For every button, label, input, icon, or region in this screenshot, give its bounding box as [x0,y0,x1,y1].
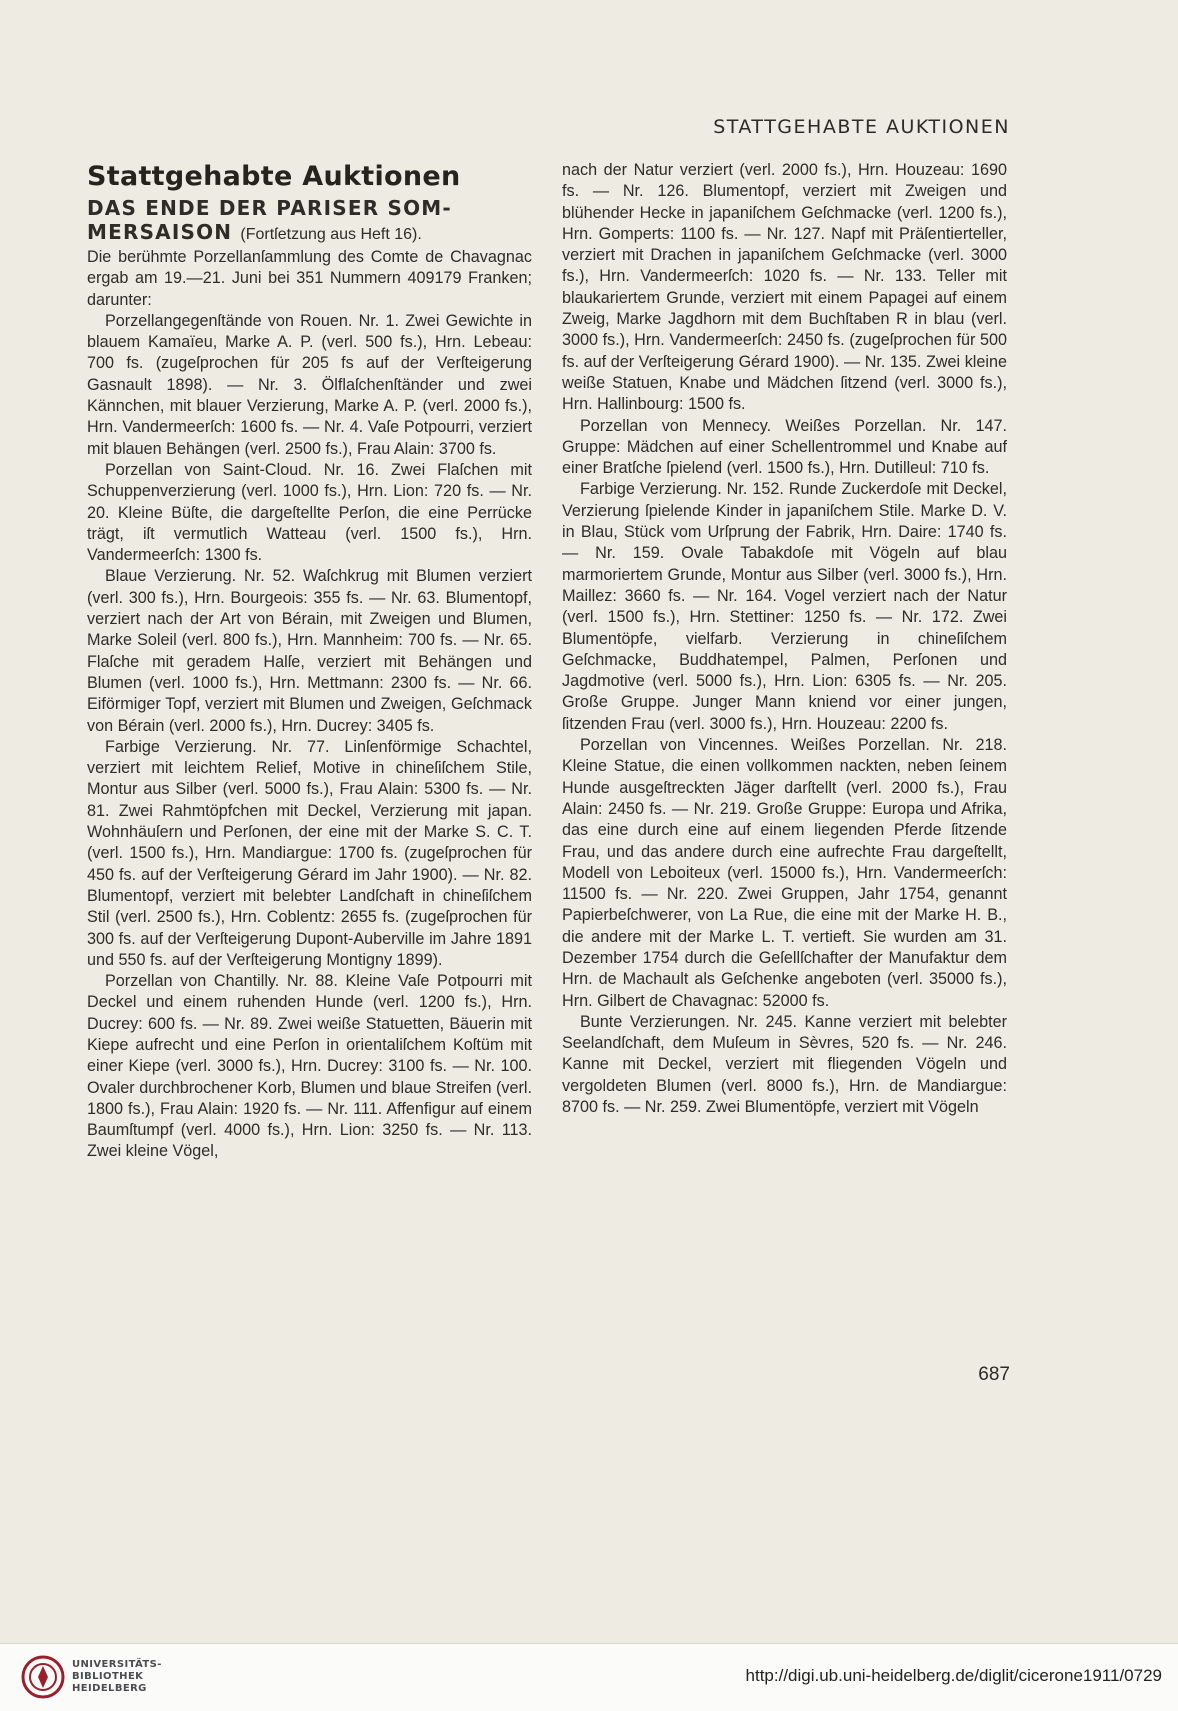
paragraph: Porzellan von Vincennes. Weißes Porzellan. Nr. 218. Kleine Statue, die einen vollkommen nackten, neben ſeinem Hunde ausgeſtreckten Jäger darſtellt (verl. 2000 fs.), Frau Alain: 2450 fs. — Nr. 219. Große Gruppe: Europa und Afrika, das eine durch eine auf einem liegenden Pferde ſitzende Frau, und das andere durch eine aufrechte Frau dargeſtellt, Modell von Leboiteux (verl. 15000 fs.), Hrn. Vandermeerſch: 11500 fs. — Nr. 220. Zwei Gruppen, Jahr 1754, genannt Papierbeſchwerer, von La Rue, die eine mit der Marke H. B., die andere mit der Marke L. T. vertieft. Sie wurden am 31. Dezember 1754 durch die Geſellſchafter der Manufaktur dem Hrn. de Machault als Geſchenke angeboten (verl. 35000 fs.), Hrn. Gilbert de Chavagnac: 52000 fs. [562,736,1007,1010]
paragraph: Porzellan von Saint-Cloud. Nr. 16. Zwei Flaſchen mit Schuppenverzierung (verl. 1000 fs.), Hrn. Lion: 720 fs. — Nr. 20. Kleine Büſte, die dargeſtellte Perſon, die eine Perrücke trägt, iſt vermutlich Watteau (verl. 1500 fs.), Hrn. Vandermeerſch: 1300 fs. [87,460,532,565]
paragraph: Porzellangegenſtände von Rouen. Nr. 1. Zwei Gewichte in blauem Kamaïeu, Marke A. P. (verl. 500 fs.), Hrn. Lebeau: 700 fs. (zugeſprochen für 205 fs auf der Verſteigerung Gasnault 1898). — Nr. 3. Ölflaſchenſtänder und zwei Kännchen, mit blauer Verzierung, Marke A. P. (verl. 2000 fs.), Hrn. Vandermeerſch: 1600 fs. — Nr. 4. Vaſe Potpourri, verziert mit blauen Behängen (verl. 2500 fs.), Frau Alain: 3700 fs. [87,311,532,458]
paragraph: nach der Natur verziert (verl. 2000 fs.), Hrn. Houzeau: 1690 fs. — Nr. 126. Blumentopf, verziert mit Zweigen und blühender Hecke in japaniſchem Geſchmacke (verl. 1200 fs.), Hrn. Gomperts: 1100 fs. — Nr. 127. Napf mit Präſentierteller, verziert mit Drachen in japaniſchem Geſchmacke (verl. 3000 fs.), Hrn. Vandermeerſch: 1020 fs. — Nr. 133. Teller mit blaukariertem Grunde, verziert mit einem Papagei auf einem Zweig, Marke Jagdhorn mit dem Buchſtaben R in blau (verl. 3000 fs.), Hrn. Vandermeerſch: 2450 fs. (zugeſprochen für 500 fs. auf der Verſteigerung Gérard 1900). — Nr. 135. Zwei kleine weiße Statuen, Knabe und Mädchen ſitzend (verl. 3000 fs.), Hrn. Hallinbourg: 1500 fs. [562,161,1007,414]
paragraph: Farbige Verzierung. Nr. 77. Linſenförmige Schachtel, verziert mit leichtem Relief, Motive in chineſiſchem Stile, Montur aus Silber (verl. 5000 fs.), Frau Alain: 5300 fs. — Nr. 81. Zwei Rahmtöpfchen mit Deckel, Verzierung mit japan. Wohnhäuſern und Perſonen, der eine mit der Marke S. C. T. (verl. 1500 fs.), Hrn. Mandiargue: 1700 fs. (zugeſprochen für 450 fs. auf der Verſteigerung Gérard im Jahr 1900). — Nr. 82. Blumentopf, verziert mit belebter Landſchaft in chineſiſchem Stil (verl. 2500 fs.), Hrn. Coblentz: 2655 fs. (zugeſprochen für 300 fs. auf der Verſteigerung Dupont-Auberville im Jahre 1891 und 550 fs. auf der Verſteigerung Montigny 1899). [87,737,532,969]
paragraph: Blaue Verzierung. Nr. 52. Waſchkrug mit Blumen verziert (verl. 300 fs.), Hrn. Bourgeois: 355 fs. — Nr. 63. Blumentopf, verziert nach der Art von Bérain, mit Zweigen und Blumen, Marke Soleil (verl. 800 fs.), Hrn. Mannheim: 700 fs. — Nr. 65. Flaſche mit geradem Halſe, verziert mit Behängen und Blumen (verl. 1000 fs.), Hrn. Mettmann: 2300 fs. — Nr. 66. Eiförmiger Topf, verziert mit Blumen und Zweigen, Geſchmack von Bérain (verl. 2000 fs.), Hrn. Ducrey: 3405 fs. [87,567,532,735]
paragraph: Bunte Verzierungen. Nr. 245. Kanne verziert mit belebter Seelandſchaft, dem Muſeum in Sèvres, 520 fs. — Nr. 246. Kanne mit Deckel, verziert mit fliegenden Vögeln und vergoldeten Blumen (verl. 8000 fs.), Hrn. de Mandiargue: 8700 fs. — Nr. 259. Zwei Blumentöpfe, verziert mit Vögeln [562,1012,1007,1117]
paragraph: Porzellan von Chantilly. Nr. 88. Kleine Vaſe Potpourri mit Deckel und einem ruhenden Hunde (verl. 1200 fs.), Hrn. Ducrey: 600 fs. — Nr. 89. Zwei weiße Statuetten, Bäuerin mit Kiepe aufrecht und eine Perſon in orientaliſchem Koſtüm mit einer Kiepe (verl. 3000 fs.), Hrn. Ducrey: 3100 fs. — Nr. 100. Ovaler durchbrochener Korb, Blumen und blaue Streifen (verl. 1800 fs.), Frau Alain: 1920 fs. — Nr. 111. Affenfigur auf einem Baumſtumpf (verl. 4000 fs.), Hrn. Lion: 3250 fs. — Nr. 113. Zwei kleine Vögel, [87,972,532,1161]
article-title: Stattgehabte Auktionen [87,161,461,192]
page-number: 687 [978,1364,1010,1385]
running-header: STATTGEHABTE AUKTIONEN [713,116,1010,138]
paragraph: Farbige Verzierung. Nr. 152. Runde Zuckerdoſe mit Deckel, Verzierung ſpielende Kinder in japaniſchem Stile. Marke D. V. in Blau, Stück vom Urſprung der Fabrik, Hrn. Daire: 1740 fs. — Nr. 159. Ovale Tabakdoſe mit Vögeln auf blau marmoriertem Grunde, Montur aus Silber (verl. 3000 fs.), Hrn. Maillez: 3660 fs. — Nr. 164. Vogel verziert nach der Natur (verl. 1500 fs.), Hrn. Stettiner: 1250 fs. — Nr. 172. Zwei Blumentöpfe, vielfarb. Verzierung in chineſiſchem Geſchmacke, Buddhatempel, Palmen, Perſonen und Jagdmotive (verl. 5000 fs.), Hrn. Lion: 6305 fs. — Nr. 205. Große Gruppe. Junger Mann kniend vor einer jungen, ſitzenden Frau (verl. 3000 fs.), Hrn. Houzeau: 2200 fs. [562,480,1007,733]
source-url[interactable]: http://digi.ub.uni-heidelberg.de/diglit/cicerone1911/0729 [745,1666,1162,1685]
library-name-line: BIBLIOTHEK [72,1671,144,1682]
library-name-line: UNIVERSITÄTS- [72,1659,162,1670]
right-column [562,160,1007,1118]
footer-bar [0,1643,1178,1711]
library-name-line: HEIDELBERG [72,1683,147,1694]
paragraph: Porzellan von Mennecy. Weißes Porzellan. Nr. 147. Gruppe: Mädchen auf einer Schellentrommel und Knabe auf einer Bratſche ſpielend (verl. 1500 fs.), Hrn. Dutilleul: 710 fs. [562,416,1007,478]
library-name [72,1659,162,1695]
university-seal-icon [18,1654,68,1700]
left-column [87,160,532,1163]
subtitle-continuation: (Fortſetzung aus Heft 16). [240,226,422,243]
article-subtitle [87,196,532,247]
subtitle-text: DAS ENDE DER PARISER SOM-MERSAISON [87,196,452,244]
paragraph: Die berühmte Porzellanſammlung des Comte de Chavagnac ergab am 19.—21. Juni bei 351 Nummern 409179 Franken; darunter: [87,248,532,309]
